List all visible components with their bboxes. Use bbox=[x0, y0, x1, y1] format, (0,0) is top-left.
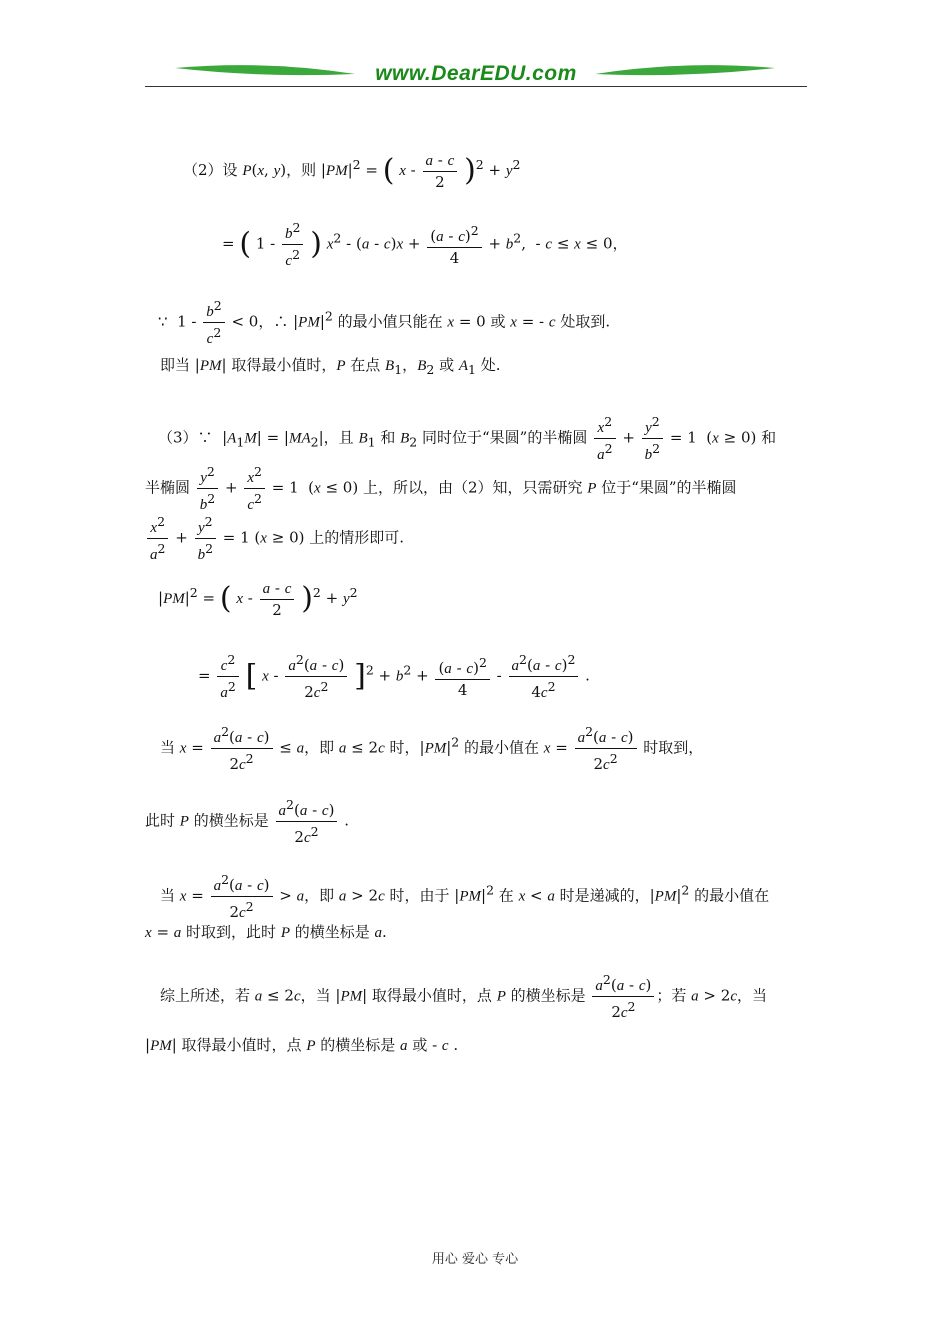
body-line: 当 x = $\frac{a^2(a - c)}{2c^2}$ ≤ a，即 a ≤ 2c 时，$|PM|^2$ 的最小值在 x = $\frac{a^2(a - c)}{2c^2}$ 时取到， bbox=[160, 724, 704, 773]
header-divider bbox=[145, 86, 807, 87]
page-footer: 用心 爱心 专心 bbox=[431, 1252, 519, 1267]
body-line: ∵ 1 - $\frac{b^2}{c^2}$ < 0，∴ $|PM|^2$ 的最小值只能在 x = 0 或 x = - c 处取到. bbox=[158, 298, 611, 347]
body-line: = $\frac{c^2}{a^2}$ [ x - $\frac{a^2(a - c)}{2c^2}$ ]$^2 + b^2$ + $\frac{(a - c)^2}{4}$ - $\frac{a^2(a - c)^2}{4c^2}$ . bbox=[198, 652, 590, 701]
body-line: 当 x = $\frac{a^2(a - c)}{2c^2}$ > a，即 a > 2c 时，由于 $|PM|^2$ 在 x < a 时是递减的，$|PM|^2$ 的最小值在 bbox=[160, 872, 770, 921]
body-line: = ( 1 - $\frac{b^2}{c^2}$ ) $x^2 - (a - c)x$ + $\frac{(a - c)^2}{4}$ + $b^2$, - c ≤ x ≤ 0， bbox=[222, 220, 628, 269]
site-header bbox=[145, 58, 807, 90]
body-line: 综上所述，若 a ≤ 2c，当 |PM| 取得最小值时，点 P 的横坐标是 $\frac{a^2(a - c)}{2c^2}$ ；若 a > 2c，当 bbox=[160, 972, 767, 1021]
body-line: （3）∵ $|A_1M| = |MA_2|$，且 $B_1$ 和 $B_2$ 同时位于“果圆”的半椭圆 $\frac{x^2}{a^2}$ + $\frac{y^2}{b^2}$ = 1 (x ≥ 0) 和 bbox=[158, 414, 777, 463]
body-line: $|PM|^2$ = ( x - $\frac{a - c}{2}$ )$^2 + y^2$ bbox=[158, 579, 358, 619]
body-line: 即当 |PM| 取得最小值时，P 在点 $B_1$，$B_2$ 或 $A_1$ 处. bbox=[160, 356, 501, 377]
body-line: 半椭圆 $\frac{y^2}{b^2}$ + $\frac{x^2}{c^2}$ = 1 (x ≤ 0) 上，所以，由（2）知，只需研究 P 位于“果圆”的半椭圆 bbox=[145, 464, 737, 513]
site-brand-logo: www.DearEDU.com bbox=[375, 62, 577, 85]
body-line: |PM| 取得最小值时，点 P 的横坐标是 a 或 - c . bbox=[145, 1036, 459, 1054]
body-line: 此时 P 的横坐标是 $\frac{a^2(a - c)}{2c^2}$ . bbox=[145, 797, 349, 846]
body-line: （2）设 P(x, y)，则 $|PM|^2$ = ( x - $\frac{a - c}{2}$ )$^2 + y^2$ bbox=[183, 151, 521, 191]
body-line: x = a 时取到，此时 P 的横坐标是 a. bbox=[145, 923, 387, 941]
body-line: $\frac{x^2}{a^2}$ + $\frac{y^2}{b^2}$ = 1 (x ≥ 0) 上的情形即可. bbox=[145, 512, 404, 565]
